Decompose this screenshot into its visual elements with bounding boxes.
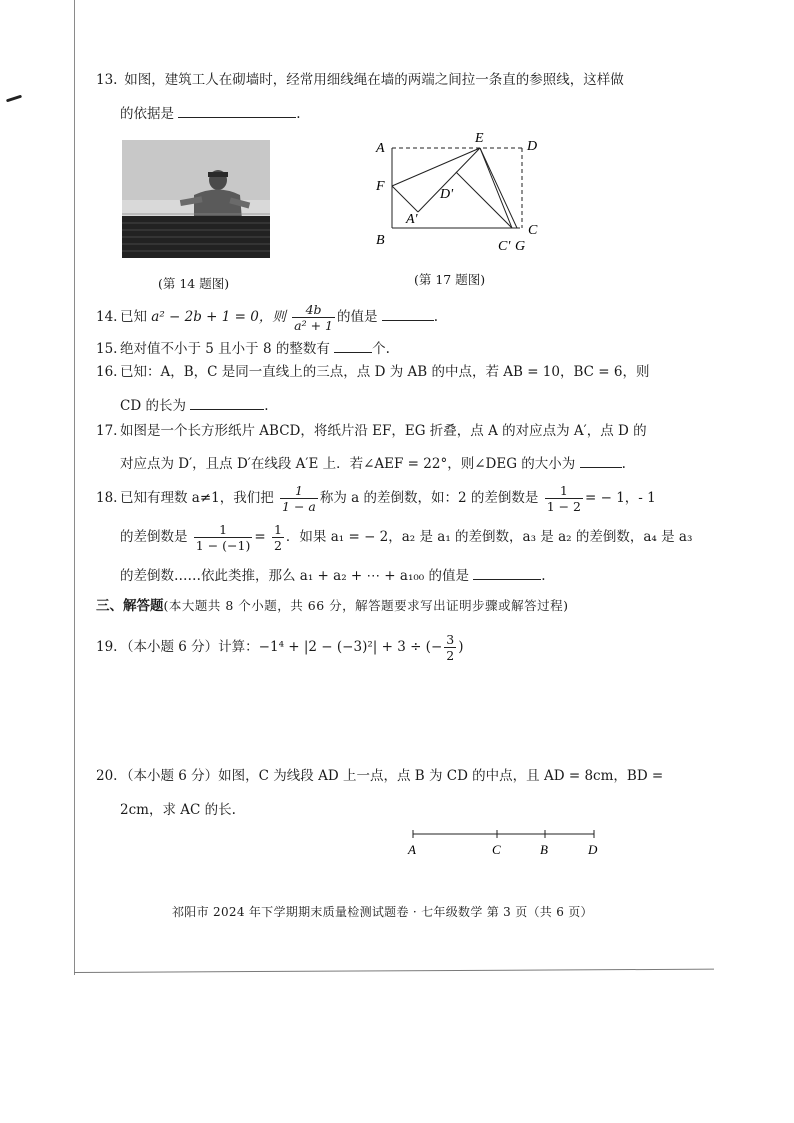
label-C-prime: C' bbox=[498, 239, 511, 254]
question-13-line1 bbox=[96, 70, 624, 90]
question-17-text: 如图是一个长方形纸片 ABCD，将纸片沿 EF，EG 折叠，点 A 的对应点为 A′，点 D 的 bbox=[120, 423, 647, 439]
question-18-line3 bbox=[120, 565, 546, 586]
label-A: A bbox=[408, 842, 416, 857]
question-18-text-e: ．如果 a₁ = − 2，a₂ 是 a₁ 的差倒数，a₃ 是 a₂ 的差倒数，a₄ 是 a₃ bbox=[285, 529, 693, 545]
photo-sky bbox=[122, 140, 270, 200]
fraction-denominator: a² + 1 bbox=[294, 318, 333, 333]
label-D-prime: D' bbox=[440, 187, 454, 202]
label-B: B bbox=[376, 233, 385, 248]
fraction-numerator: 4b bbox=[292, 302, 335, 318]
question-17-line2 bbox=[120, 453, 626, 474]
question-18-equals: = bbox=[254, 529, 266, 545]
brick-wall bbox=[122, 216, 270, 258]
question-20-text: （本小题 6 分）如图，C 为线段 AD 上一点，点 B 为 CD 的中点，且 AD = 8cm，BD = bbox=[120, 768, 664, 784]
question-14-fraction bbox=[292, 302, 335, 333]
question-17-text2: 对应点为 D′，且点 D′在线段 A′E 上．若∠AEF = 22°，则∠DEG 的大小为 bbox=[120, 456, 576, 472]
question-19 bbox=[96, 632, 464, 663]
question-20-line1 bbox=[96, 766, 663, 786]
question-13-text: 如图，建筑工人在砌墙时，经常用细线绳在墙的两端之间拉一条直的参照线，这样做 bbox=[124, 72, 624, 88]
question-14 bbox=[96, 302, 438, 333]
segment-AD-diagram bbox=[400, 824, 610, 858]
question-13-number: 13. bbox=[96, 72, 118, 88]
section-3-header bbox=[96, 596, 569, 616]
question-17-number: 17. bbox=[96, 423, 118, 439]
section-3-title: 三、解答题 bbox=[96, 598, 164, 614]
question-19-expression: −1⁴ + |2 − (−3)²| + 3 ÷ (− bbox=[258, 639, 443, 655]
fold-EG bbox=[480, 148, 517, 228]
label-A: A bbox=[376, 141, 385, 156]
question-18-text-a: 已知有理数 a≠1，我们把 bbox=[120, 490, 274, 506]
question-18-text-f: 的差倒数……依此类推，那么 a₁ + a₂ + ⋯ + a₁₀₀ 的值是 bbox=[120, 568, 469, 584]
fraction-denominator: 1 − 2 bbox=[546, 499, 582, 514]
question-14-number: 14. bbox=[96, 309, 118, 325]
fraction-numerator: 1 bbox=[273, 522, 282, 537]
question-16-line1 bbox=[96, 362, 649, 382]
question-18-text-c: = − 1，- 1 bbox=[585, 490, 656, 506]
label-E: E bbox=[475, 131, 484, 146]
label-G: G bbox=[515, 239, 526, 254]
scan-mark bbox=[6, 95, 22, 103]
question-16-end: . bbox=[264, 398, 269, 414]
question-16-line2 bbox=[120, 395, 269, 416]
question-15-number: 15. bbox=[96, 341, 118, 357]
question-17-end: . bbox=[621, 456, 626, 472]
question-20-text2: 2cm，求 AC 的长. bbox=[120, 802, 236, 818]
answer-blank-17[interactable] bbox=[580, 453, 622, 468]
label-B: B bbox=[540, 842, 548, 857]
answer-blank-14[interactable] bbox=[382, 306, 434, 321]
question-18-fraction-4 bbox=[272, 522, 284, 553]
question-18-number: 18. bbox=[96, 490, 118, 506]
question-13-text2: 的依据是 bbox=[120, 106, 174, 122]
question-14-pre: 已知 bbox=[120, 309, 147, 325]
question-18-line1 bbox=[96, 483, 656, 514]
page-footer: 祁阳市 2024 年下学期期末质量检测试题卷 · 七年级数学 第 3 页（共 6 页） bbox=[172, 905, 593, 919]
question-15-text: 绝对值不小于 5 且小于 8 的整数有 bbox=[120, 341, 330, 357]
question-13-line2 bbox=[120, 103, 301, 124]
label-C: C bbox=[492, 842, 501, 857]
segment-A'E bbox=[418, 148, 480, 212]
question-18-fraction-1 bbox=[280, 483, 318, 514]
question-15-end: 个. bbox=[372, 341, 390, 357]
fraction-denominator: 1 − (−1) bbox=[195, 538, 251, 553]
question-20-number: 20. bbox=[96, 768, 118, 784]
question-14-post: 的值是 bbox=[337, 309, 378, 325]
fraction-numerator: 3 bbox=[446, 632, 455, 647]
question-20-line2 bbox=[120, 800, 236, 820]
fraction-numerator: 1 bbox=[545, 483, 583, 499]
answer-blank-16[interactable] bbox=[190, 395, 264, 410]
label-C: C bbox=[528, 223, 538, 238]
fraction-denominator: 2 bbox=[273, 538, 282, 553]
fraction-numerator: 1 bbox=[280, 483, 318, 499]
question-14-end: . bbox=[433, 309, 439, 325]
section-3-note: (本大题共 8 个小题，共 66 分，解答题要求写出证明步骤或解答过程) bbox=[163, 598, 569, 613]
question-16-text: 已知：A，B，C 是同一直线上的三点，点 D 为 AB 的中点，若 AB = 10，BC = 6，则 bbox=[120, 364, 650, 380]
answer-blank-15[interactable] bbox=[334, 338, 372, 353]
fraction-denominator: 1 − a bbox=[282, 499, 316, 514]
question-18-end: . bbox=[541, 568, 546, 584]
figure-17-caption: (第 17 题图) bbox=[414, 272, 486, 287]
question-16-number: 16. bbox=[96, 364, 118, 380]
question-19-fraction bbox=[444, 632, 456, 663]
figure-14-photo bbox=[122, 140, 270, 258]
figure-17-diagram bbox=[372, 128, 552, 258]
question-18-text-d: 的差倒数是 bbox=[120, 529, 188, 545]
fold-EF bbox=[392, 148, 480, 186]
segment-FA' bbox=[392, 186, 418, 212]
label-D: D bbox=[527, 139, 538, 154]
question-19-close: ) bbox=[458, 639, 464, 655]
question-19-number: 19. bbox=[96, 639, 118, 655]
page-left-edge bbox=[74, 0, 75, 975]
segment-EC' bbox=[480, 148, 512, 228]
question-18-text-b: 称为 a 的差倒数，如：2 的差倒数是 bbox=[319, 490, 539, 506]
answer-blank-18[interactable] bbox=[473, 565, 541, 580]
answer-blank-13[interactable] bbox=[178, 103, 296, 118]
question-18-fraction-2 bbox=[545, 483, 583, 514]
label-A-prime: A' bbox=[406, 212, 418, 227]
label-F: F bbox=[376, 179, 385, 194]
question-19-pre: （本小题 6 分）计算： bbox=[120, 639, 259, 655]
question-18-fraction-3 bbox=[194, 522, 253, 553]
page-bottom-edge bbox=[74, 969, 714, 973]
fraction-numerator: 1 bbox=[194, 522, 253, 538]
question-15 bbox=[96, 338, 390, 359]
figure-14-caption: (第 14 题图) bbox=[158, 276, 230, 291]
question-14-equation: a² − 2b + 1 = 0，则 bbox=[151, 309, 286, 325]
fraction-denominator: 2 bbox=[446, 648, 455, 663]
question-13-end: . bbox=[296, 106, 301, 122]
question-18-line2 bbox=[120, 522, 692, 553]
question-16-text2: CD 的长为 bbox=[120, 398, 186, 414]
label-D: D bbox=[588, 842, 598, 857]
question-17-line1 bbox=[96, 421, 647, 441]
